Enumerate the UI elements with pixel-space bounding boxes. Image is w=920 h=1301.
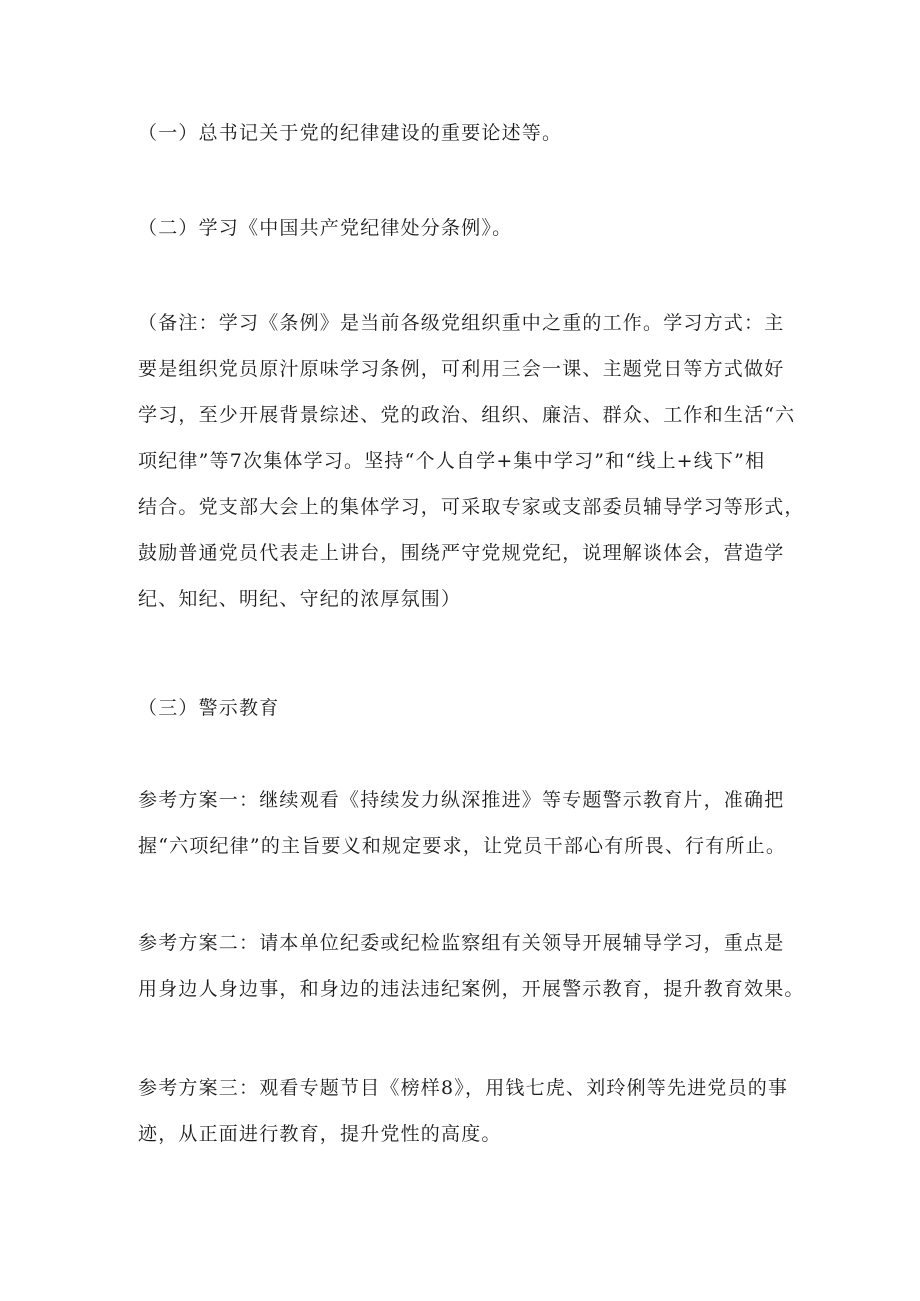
text-line: 项纪律”等7次集体学习。坚持“个人自学+集中学习”和“线上+线下”相: [138, 450, 766, 472]
text-line: 迹，从正面进行教育，提升党性的高度。: [138, 1123, 502, 1145]
text-line: （三）警示教育: [138, 697, 280, 719]
text-line: 参考方案三：观看专题节目《榜样8》，用钱七虎、刘玲俐等先进党员的事: [138, 1077, 789, 1099]
text-line: （一）总书记关于党的纪律建设的重要论述等。: [138, 122, 563, 144]
section-heading-warning-education: [138, 685, 793, 731]
text-line: 学习，至少开展背景综述、党的政治、组织、廉洁、群众、工作和生活“六: [138, 404, 796, 426]
text-line: 要是组织党员原汁原味学习条例，可利用三会一课、主题党日等方式做好: [138, 358, 785, 380]
paragraph-plan-three: [138, 1065, 793, 1157]
text-line: 纪、知纪、明纪、守纪的浓厚氛围）: [138, 588, 462, 610]
paragraph-study-regulations: [138, 205, 793, 251]
text-line: 结合。党支部大会上的集体学习，可采取专家或支部委员辅导学习等形式，: [138, 496, 805, 518]
text-line: 用身边人身边事，和身边的违法违纪案例，开展警示教育，提升教育效果。: [138, 978, 805, 1000]
paragraph-plan-two: [138, 920, 805, 1012]
paragraph-study-speeches: [138, 110, 793, 156]
text-line: 参考方案一：继续观看《持续发力纵深推进》等专题警示教育片，准确把: [138, 789, 785, 811]
paragraph-plan-one: [138, 777, 793, 869]
text-line: （备注：学习《条例》是当前各级党组织重中之重的工作。学习方式：主: [138, 312, 785, 334]
text-line: 握“六项纪律”的主旨要义和规定要求，让党员干部心有所畏、行有所止。: [138, 835, 787, 857]
text-line: 鼓励普通党员代表走上讲台，围绕严守党规党纪，说理解谈体会，营造学: [138, 542, 785, 564]
text-line: 参考方案二：请本单位纪委或纪检监察组有关领导开展辅导学习，重点是: [138, 932, 785, 954]
text-line: （二）学习《中国共产党纪律处分条例》。: [138, 217, 513, 239]
paragraph-remarks: [138, 300, 805, 622]
